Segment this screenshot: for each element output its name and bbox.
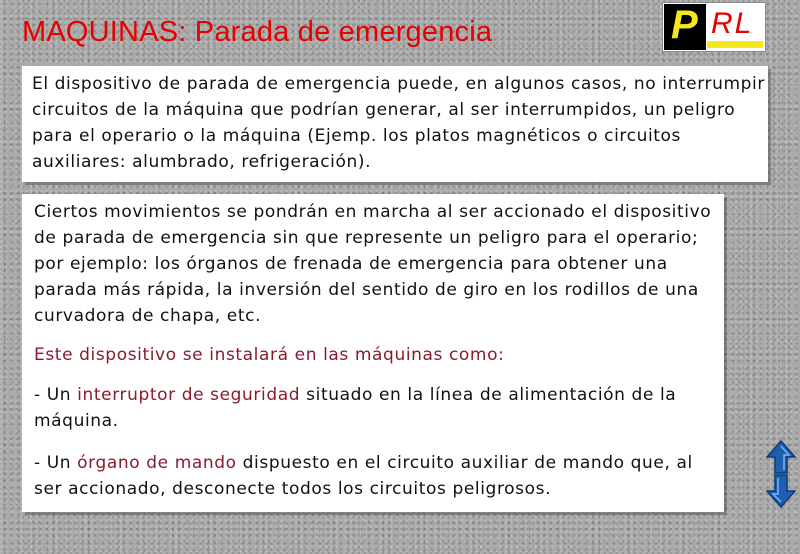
highlight-organo: órgano de mando bbox=[77, 453, 237, 473]
list-item-prefix: - Un bbox=[34, 385, 78, 405]
movements-paragraph: Ciertos movimientos se pondrán en marcha al ser accionado el dispositivo de parada de emergencia sin que represente un peligro para el operario; por ejemplo: los órganos de frenada de emergencia para obtener una parada más rápida, la inversión del sentido de giro en los rodillos de una curvadora de chapa, etc. bbox=[34, 202, 712, 326]
installation-intro: Este dispositivo se instalará en las máquinas como: bbox=[34, 345, 505, 365]
highlight-interruptor: interruptor de seguridad bbox=[77, 385, 301, 405]
nav-down-button[interactable] bbox=[766, 474, 796, 508]
info-box-top bbox=[22, 66, 768, 182]
page-title: MAQUINAS: Parada de emergencia bbox=[22, 16, 493, 48]
nav-up-button[interactable] bbox=[766, 440, 796, 474]
arrow-up-icon bbox=[766, 440, 796, 474]
info-paragraph: El dispositivo de parada de emergencia puede, en algunos casos, no interrumpir circuitos de la máquina que podrían generar, al ser interrumpidos, un peligro para el operario o la máquina (Ejemp. los platos magnéticos o circuitos auxiliares: alumbrado, refrigeración). bbox=[32, 74, 765, 172]
logo-underline bbox=[707, 41, 763, 48]
prl-logo bbox=[662, 2, 766, 52]
list-item-organo bbox=[34, 450, 724, 502]
logo-p-box bbox=[664, 4, 706, 50]
list-item-suffix: situado en la línea de alimentación de la máquina. bbox=[34, 385, 677, 431]
info-box-bottom bbox=[22, 194, 724, 512]
logo-p-letter: P bbox=[671, 3, 698, 47]
arrow-down-icon bbox=[766, 474, 796, 508]
list-item-interruptor bbox=[34, 382, 724, 434]
list-item-suffix: dispuesto en el circuito auxiliar de mando que, al ser accionado, desconecte todos los circuitos peligrosos. bbox=[34, 453, 693, 499]
list-item-prefix: - Un bbox=[34, 453, 78, 473]
logo-rl-letters: RL bbox=[711, 7, 754, 40]
